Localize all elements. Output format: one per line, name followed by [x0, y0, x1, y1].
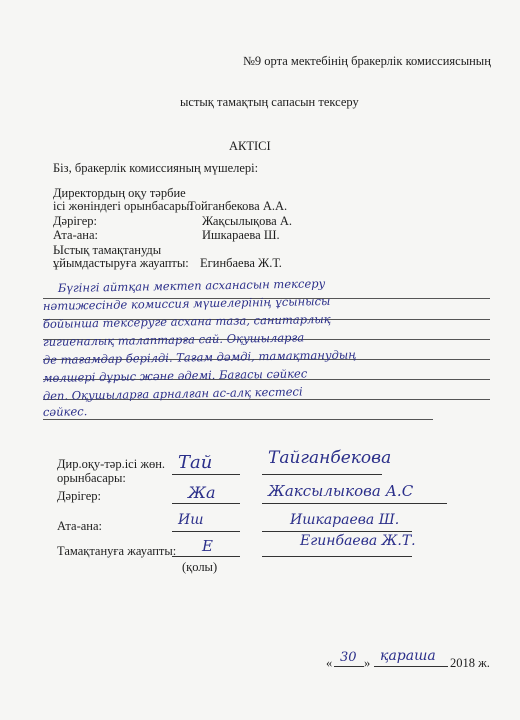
sig-role-deputy-line1: Дир.оқу-тәр.ісі жөн. [57, 457, 166, 471]
sig-mark-catering: Е [202, 537, 213, 555]
signature-line [172, 556, 240, 557]
member-role-doctor: Дәрігер: [53, 214, 98, 228]
date-year: 2018 ж. [450, 656, 490, 670]
handwritten-line-8: сәйкес. [42, 404, 88, 419]
date-day-line [334, 666, 364, 667]
handwritten-line-7: деп. Оқушыларға арналған ас-алқ кестесі [42, 384, 303, 403]
date-month: қараша [380, 648, 436, 664]
member-role-catering-line2: ұйымдастыруға жауапты: [53, 256, 189, 270]
member-role-parent: Ата-ана: [53, 228, 98, 242]
sig-mark-doctor: Жа [188, 483, 216, 502]
date-day: 30 [340, 650, 357, 665]
sig-mark-deputy: Тай [178, 452, 213, 473]
subject-heading: ыстық тамақтың сапасын тексеру [180, 95, 359, 109]
signature-line [172, 474, 240, 475]
name-line [262, 503, 447, 504]
signature-caption: (қолы) [182, 560, 218, 574]
intro-text: Біз, бракерлік комиссияның мүшелері: [53, 161, 259, 175]
member-role-catering-line1: Ыстық тамақтануды [53, 243, 162, 257]
name-line [262, 556, 412, 557]
handwritten-line-1: Бүгінгі айтқан мектеп асханасын тексеру [57, 276, 326, 295]
name-line [262, 474, 382, 475]
sig-name-catering: Егинбаева Ж.Т. [300, 533, 416, 549]
sig-name-parent: Ишкараева Ш. [290, 512, 400, 528]
sig-mark-parent: Иш [178, 512, 204, 528]
date-month-line [374, 666, 448, 667]
date-open-quote: « [326, 656, 333, 670]
member-name-doctor: Жақсылықова А. [202, 214, 292, 228]
member-name-catering: Егинбаева Ж.Т. [200, 256, 282, 270]
sig-role-deputy-line2: орынбасары: [57, 471, 126, 485]
ruled-line [43, 419, 433, 420]
sig-name-deputy: Тайганбекова [268, 448, 392, 468]
sig-role-catering: Тамақтануға жауапты: [57, 544, 177, 558]
member-role-deputy-line1: Директордың оқу тәрбие [53, 186, 186, 200]
date-close-quote: » [364, 656, 371, 670]
handwritten-line-5: де тағамдар берілді. Тағам дәмді, тамақтанудың [42, 347, 357, 367]
handwritten-line-3: бойынша тексеруге асхана таза, санитарлық [42, 311, 331, 331]
handwritten-line-2: нәтижесінде комиссия мүшелерінің ұсынысы [42, 293, 331, 313]
commission-heading: №9 орта мектебінің бракерлік комиссиясының [243, 54, 491, 68]
handwritten-line-6: мөлшері дұрыс және әдемі. Бағасы сәйкес [42, 366, 308, 385]
member-name-parent: Ишкараева Ш. [202, 228, 280, 242]
sig-name-doctor: Жаксылыкова А.С [268, 482, 414, 500]
signature-line [172, 531, 240, 532]
sig-role-parent: Ата-ана: [57, 519, 102, 533]
member-role-deputy-line2: ісі жөніндегі орынбасары: [53, 199, 193, 213]
name-line [262, 531, 412, 532]
handwritten-line-4: гигиеналық талаптарға сай. Оқушыларға [42, 330, 305, 349]
signature-line [172, 503, 240, 504]
sig-role-doctor: Дәрігер: [57, 489, 102, 503]
member-name-deputy: Тойганбекова А.А. [188, 199, 288, 213]
act-title: АКТІСІ [229, 139, 271, 153]
